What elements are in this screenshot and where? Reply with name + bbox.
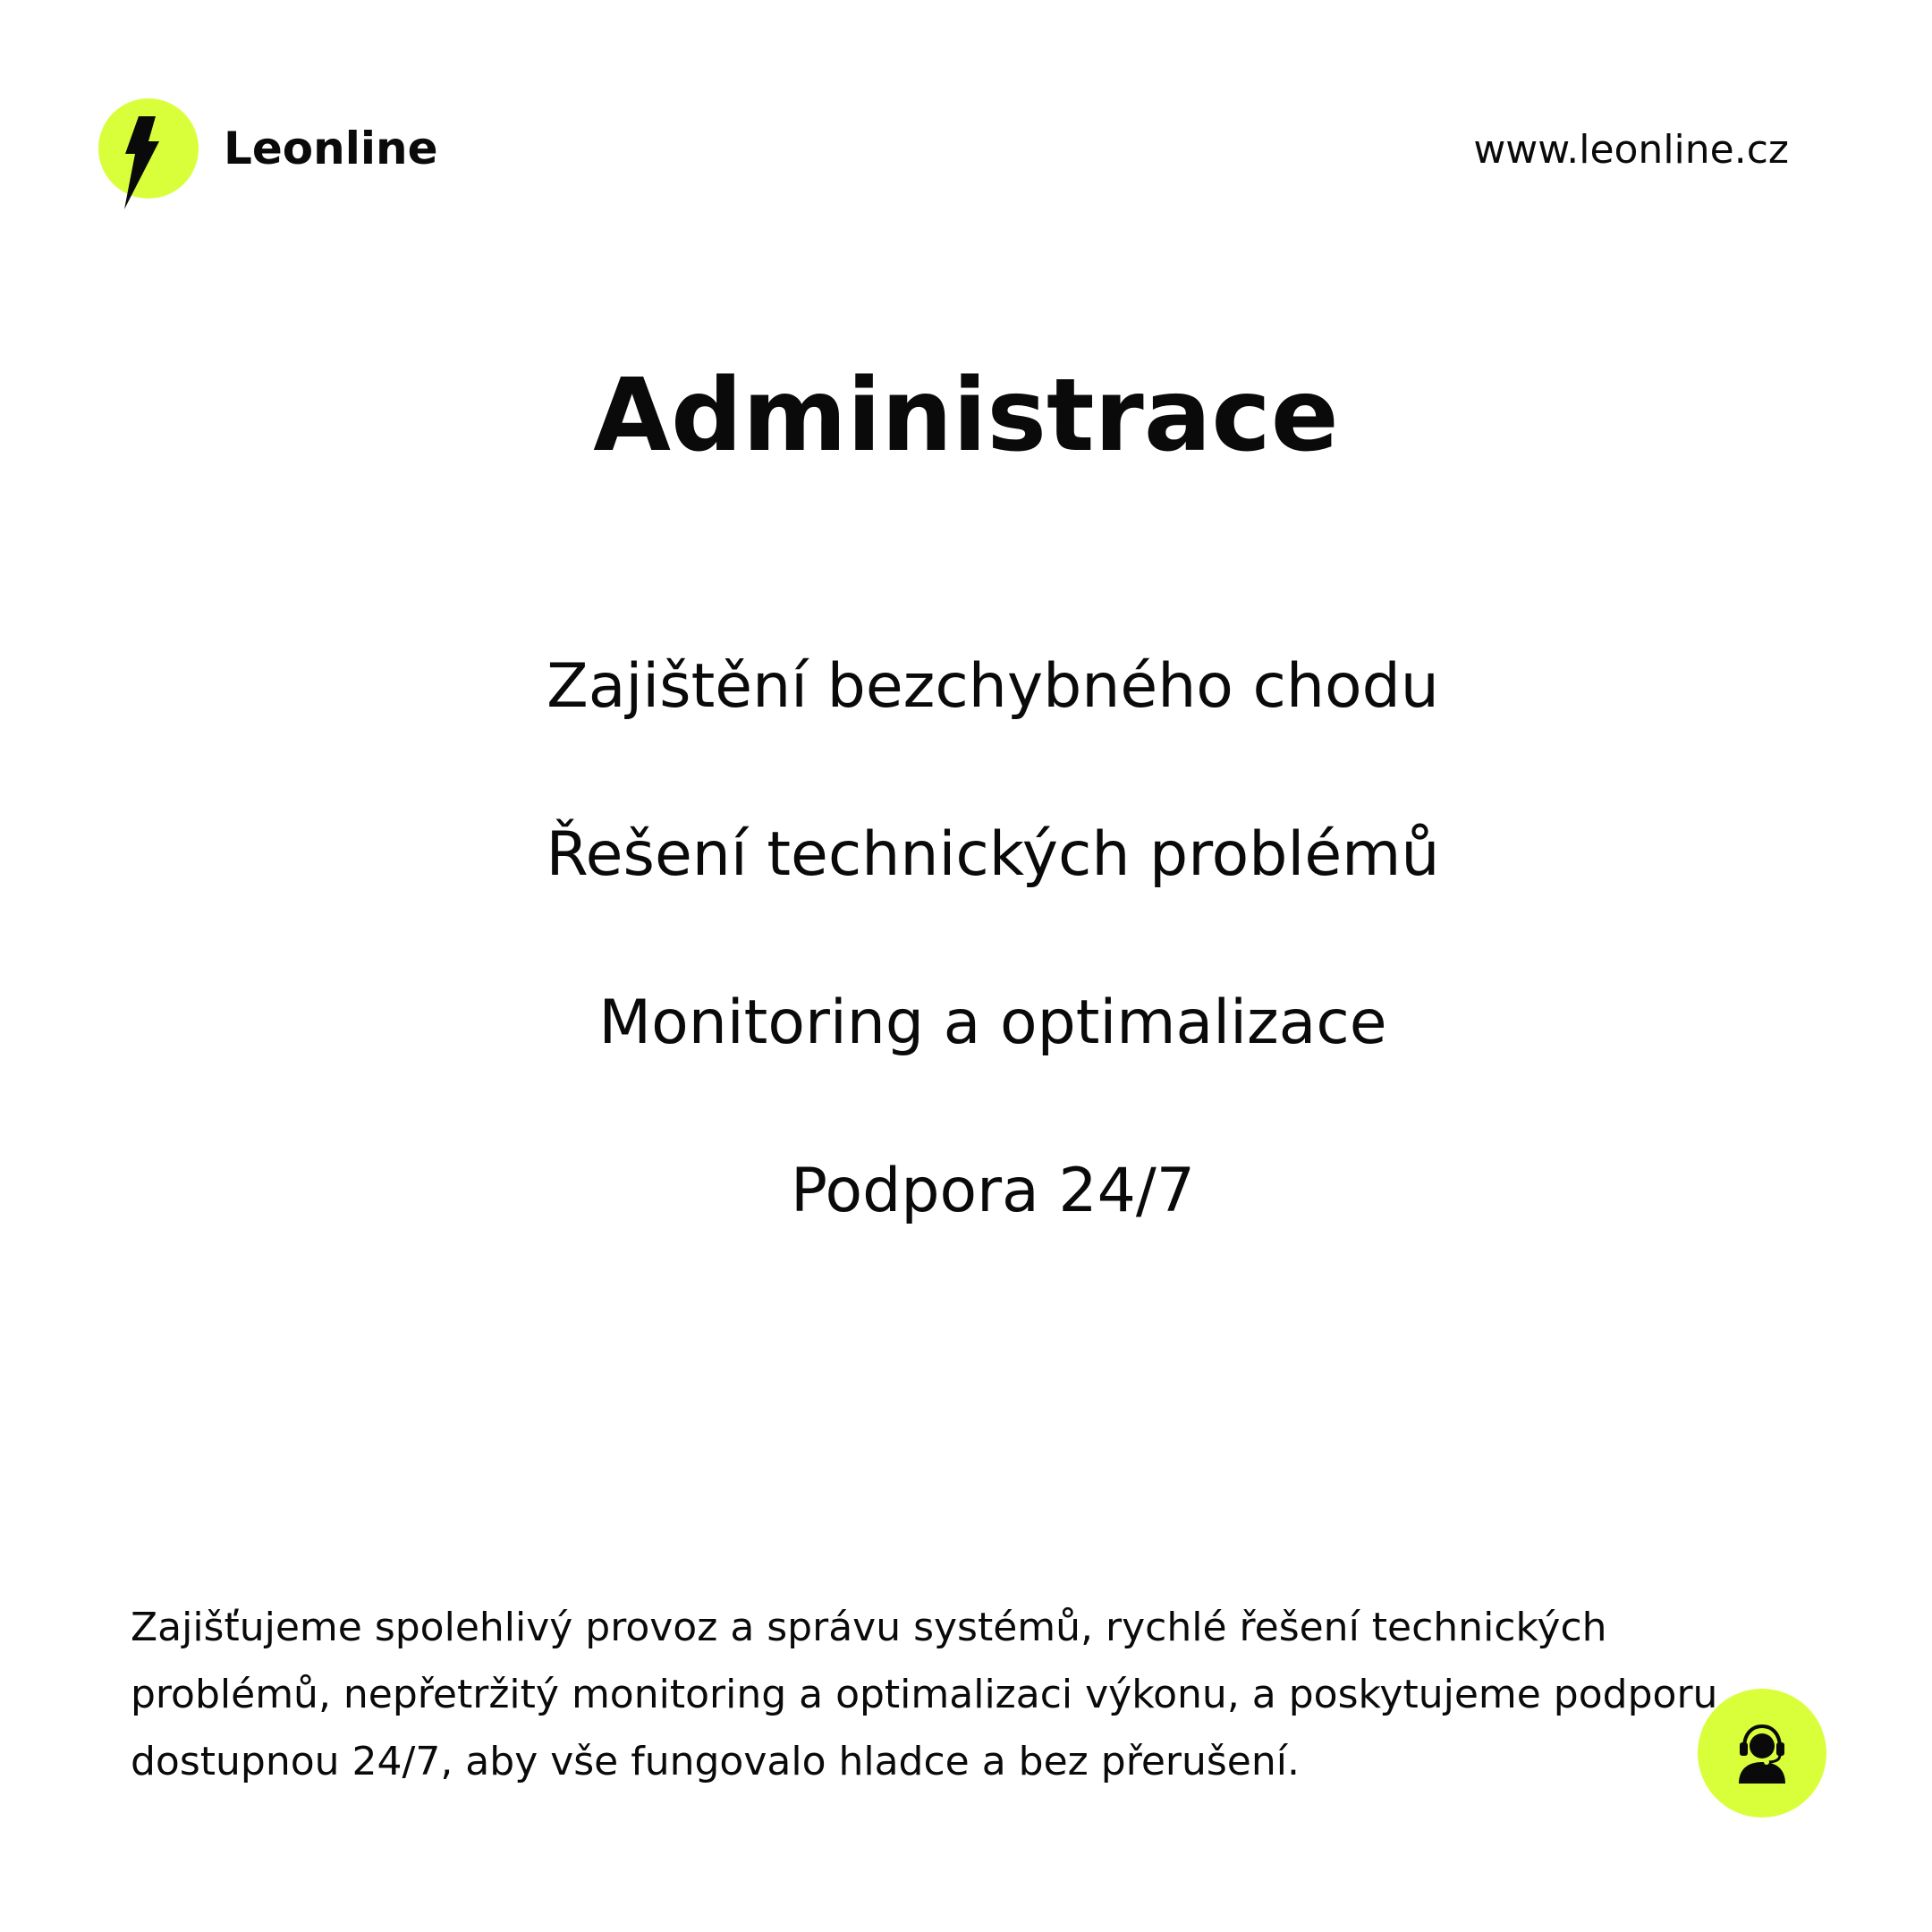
page-title: Administrace bbox=[593, 358, 1339, 474]
services-list bbox=[0, 644, 1932, 1317]
brand-name: Leonline bbox=[224, 123, 438, 174]
website-link[interactable]: www.leonline.cz bbox=[1473, 127, 1789, 173]
headset-icon bbox=[1730, 1721, 1794, 1785]
brand-logo[interactable] bbox=[97, 97, 438, 200]
service-item: Podpora 24/7 bbox=[790, 1156, 1196, 1226]
service-item: Monitoring a optimalizace bbox=[598, 987, 1387, 1058]
service-item: Zajištění bezchybného chodu bbox=[547, 651, 1439, 722]
description-text: Zajišťujeme spolehlivý provoz a správu systémů, rychlé řešení technických problémů, nepřetržitý monitoring a optimalizaci výkonu, a poskytujeme podporu dostupnou 24/7, aby vše fungovalo hladce a bez přerušení. bbox=[131, 1605, 1718, 1784]
headset-support-icon[interactable] bbox=[1698, 1689, 1826, 1818]
service-item: Řešení technických problémů bbox=[546, 819, 1440, 890]
lightning-bolt-icon bbox=[97, 97, 200, 200]
